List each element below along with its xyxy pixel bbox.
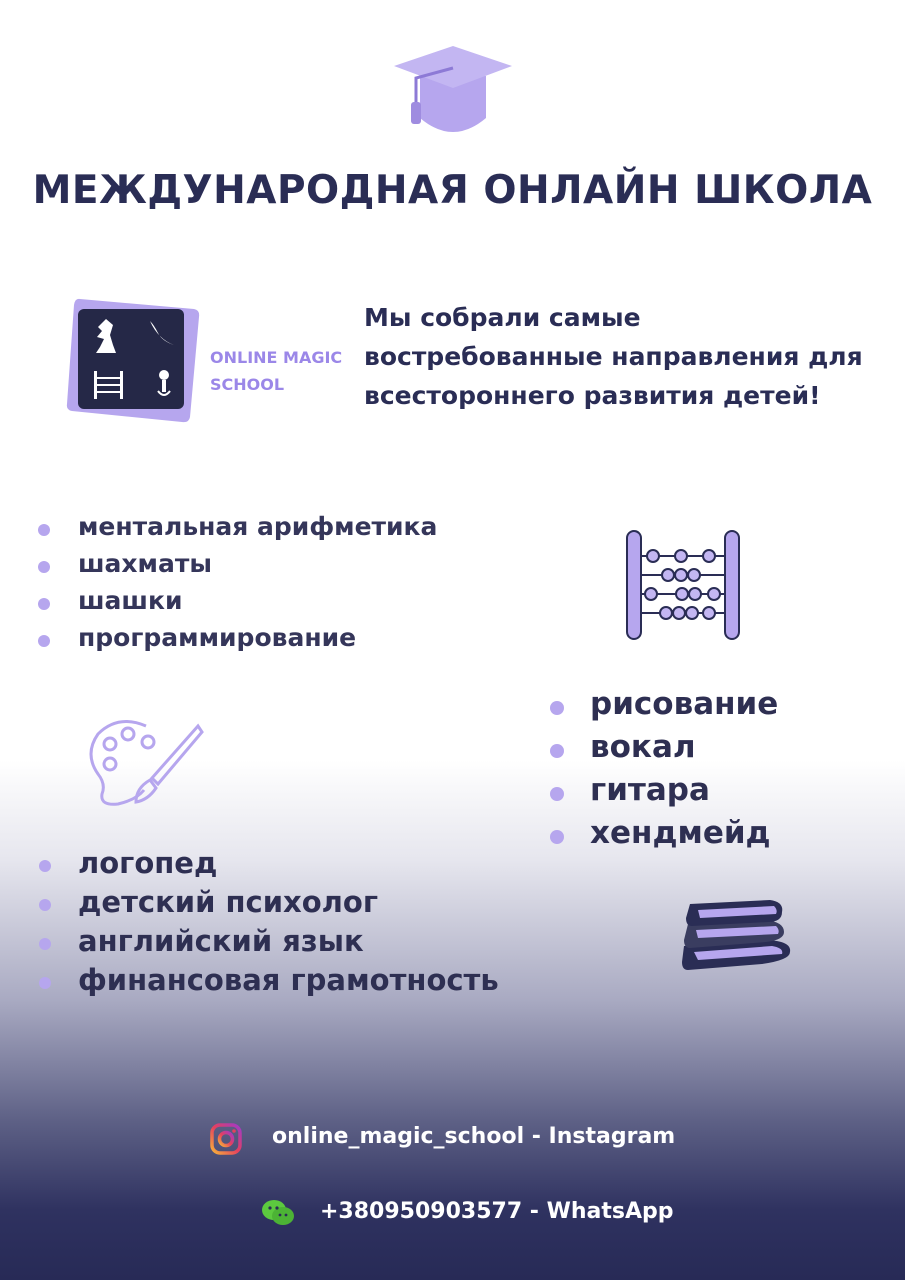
whatsapp-link[interactable]: +380950903577 - WhatsApp [320,1199,674,1224]
list-item: детский психолог [36,883,499,922]
intro-line-1: Мы собрали самые [364,303,641,332]
books-icon [680,896,794,992]
subjects-list-2 [548,683,778,855]
brand-line-1: ONLINE MAGIC [210,348,343,367]
subjects-list-1 [36,508,437,656]
brand-line-2: SCHOOL [210,375,285,394]
school-logo [66,295,202,425]
graduation-cap-icon [392,42,514,138]
brand-name [210,344,342,398]
subjects-list-3 [36,844,499,1000]
list-item: программирование [36,619,437,656]
list-item: логопед [36,844,499,883]
list-item: гитара [548,769,778,812]
instagram-icon[interactable] [209,1122,243,1156]
palette-icon [88,712,206,812]
list-item: английский язык [36,922,499,961]
list-item: хендмейд [548,812,778,855]
list-item: ментальная арифметика [36,508,437,545]
instagram-link[interactable]: online_magic_school - Instagram [272,1124,676,1149]
list-item: шахматы [36,545,437,582]
intro-line-2: востребованные направления для [364,342,863,371]
intro-text [364,298,894,415]
list-item: рисование [548,683,778,726]
page-title: МЕЖДУНАРОДНАЯ ОНЛАЙН ШКОЛА [32,168,873,213]
list-item: вокал [548,726,778,769]
list-item: шашки [36,582,437,619]
list-item: финансовая грамотность [36,961,499,1000]
intro-line-3: всестороннего развития детей! [364,381,821,410]
chat-icon [261,1198,295,1228]
abacus-icon [624,528,742,642]
